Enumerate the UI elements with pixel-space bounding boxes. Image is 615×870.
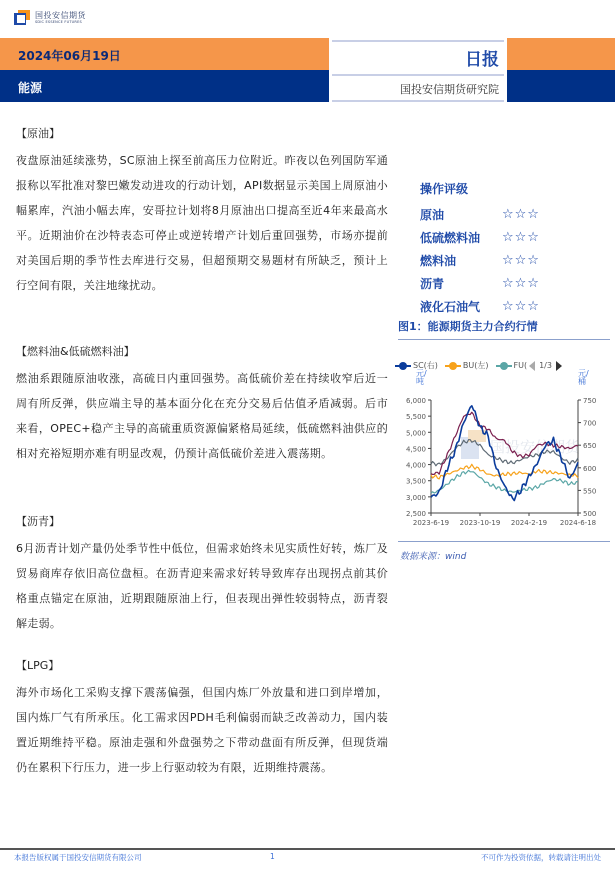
divider (332, 40, 504, 42)
legend-label: FU( (513, 361, 528, 370)
commentary-column (16, 125, 388, 780)
figure-title: 图1：能源期货主力合约行情 (398, 320, 538, 333)
company-logo (14, 10, 86, 26)
operation-rating (420, 180, 540, 318)
svg-text:3,000: 3,000 (405, 493, 426, 502)
star-rating-icon: ☆☆☆ (502, 299, 540, 314)
section-body: 海外市场化工采购支撑下震荡偏强，但国内炼厂外放量和进口到岸增加，国内炼厂气有所承压。化工需求因PDH毛利偏弱而缺乏改善动力，国内装置近期维持平稳。原油走强和外盘强势之下带动盘面有所反弹，但现货端仍在累积下行压力，进一步上行驱动较为有限，近期维持震荡。 (16, 686, 388, 774)
section-title: 【燃料油&低硫燃料油】 (16, 345, 135, 358)
legend-page-indicator: 1/3 (539, 361, 552, 370)
rating-row (420, 249, 540, 272)
section-title: 【原油】 (16, 127, 60, 140)
rating-row (420, 203, 540, 226)
rating-title: 操作评级 (420, 182, 469, 196)
header-navy-band (0, 70, 615, 102)
footer-divider (0, 848, 615, 850)
section-fuel-oil (16, 343, 388, 513)
footer-disclaimer: 不可作为投资依据，转载请注明出处 (481, 853, 601, 862)
divider (398, 339, 610, 340)
section-crude-oil (16, 125, 388, 343)
page-number: 1 (270, 852, 275, 861)
svg-text:2023-10-19: 2023-10-19 (459, 519, 501, 527)
rating-row (420, 295, 540, 318)
logo-mark-icon (14, 10, 30, 26)
svg-text:4,000: 4,000 (405, 461, 426, 470)
rating-name: 液化石油气 (420, 300, 481, 314)
svg-text:2,500: 2,500 (405, 510, 426, 518)
left-axis-unit: 元/吨 (416, 369, 427, 386)
svg-text:550: 550 (583, 487, 597, 496)
svg-text:6,000: 6,000 (405, 397, 426, 405)
svg-text:500: 500 (583, 510, 597, 518)
svg-text:650: 650 (583, 442, 597, 451)
svg-text:5,000: 5,000 (405, 429, 426, 438)
svg-text:2024-2-19: 2024-2-19 (510, 519, 548, 527)
data-source: 数据来源：wind (400, 552, 467, 562)
svg-text:国投安信期货: 国投安信期货 (490, 438, 581, 456)
svg-text:600: 600 (583, 464, 597, 473)
rating-name: 沥青 (420, 277, 445, 291)
rating-name: 原油 (420, 208, 445, 222)
energy-futures-chart (395, 355, 615, 540)
svg-text:2023-6-19: 2023-6-19 (412, 519, 450, 527)
report-sector: 能源 (18, 81, 43, 95)
rating-name: 低硫燃料油 (420, 231, 481, 245)
section-lpg (16, 657, 388, 780)
divider (332, 100, 504, 102)
logo-en-text: SDIC ESSENCE FUTURES (35, 19, 82, 24)
star-rating-icon: ☆☆☆ (502, 207, 540, 222)
section-title: 【沥青】 (16, 515, 60, 528)
footer-copyright: 本报告版权属于国投安信期货有限公司 (14, 853, 142, 862)
institute-name: 国投安信期货研究院 (400, 83, 499, 96)
svg-text:5,500: 5,500 (405, 413, 426, 422)
svg-text:3,500: 3,500 (405, 477, 426, 486)
section-body: 夜盘原油延续涨势，SC原油上探至前高压力位附近。昨夜以色列国防军通报称以军批准对黎巴嫩发动进攻的行动计划，API数据显示美国上周原油小幅累库，汽油小幅去库，安哥拉计划将8月原油出口提高至近4年来最高水平。近期油价在沙特表态可停止或逆转增产计划后重回强势，市场亦提前对美国后期的季节性去库进行交易，但超预期交易题材有所缺乏，预计上行空间有限，关注地缘扰动。 (16, 154, 388, 292)
divider (398, 541, 610, 542)
svg-text:700: 700 (583, 419, 597, 428)
legend-label: BU(左) (462, 361, 489, 370)
chart-plot (395, 355, 615, 540)
svg-text:4,500: 4,500 (405, 445, 426, 454)
star-rating-icon: ☆☆☆ (502, 230, 540, 245)
rating-name: 燃料油 (420, 254, 457, 268)
star-rating-icon: ☆☆☆ (502, 253, 540, 268)
divider (332, 74, 504, 76)
legend-label: SC(右) (413, 361, 438, 370)
svg-text:2024-6-18: 2024-6-18 (559, 519, 597, 527)
report-type-title: 日报 (465, 50, 499, 70)
section-title: 【LPG】 (16, 659, 60, 672)
star-rating-icon: ☆☆☆ (502, 276, 540, 291)
rating-row (420, 272, 540, 295)
logo-cn-text: 国投安信期货 (35, 10, 86, 20)
right-axis-unit: 元/桶 (578, 369, 589, 386)
report-title-box (329, 38, 507, 102)
section-asphalt (16, 513, 388, 657)
section-body: 燃油系跟随原油收涨，高硫日内重回强势。高低硫价差在持续收窄后近一周有所反弹，供应端主导的基本面分化在充分交易后估值矛盾减弱。后市来看，OPEC+稳产主导的高硫重质资源偏紧格局延续，低硫燃料油供应的相对充裕短期亦难有明显改观，仍预计高低硫价差进入震荡期。 (16, 372, 388, 460)
rating-row (420, 226, 540, 249)
svg-text:750: 750 (583, 397, 597, 405)
report-date: 2024年06月19日 (18, 49, 121, 63)
section-body: 6月沥青计划产量仍处季节性中低位，但需求始终未见实质性好转，炼厂及贸易商库存依旧高位盘桓。在沥青迎来需求好转导致库存出现拐点前其价格重点锚定在原油，近期跟随原油上行，但表现出弹性较弱特点，沥青裂解走弱。 (16, 542, 388, 630)
